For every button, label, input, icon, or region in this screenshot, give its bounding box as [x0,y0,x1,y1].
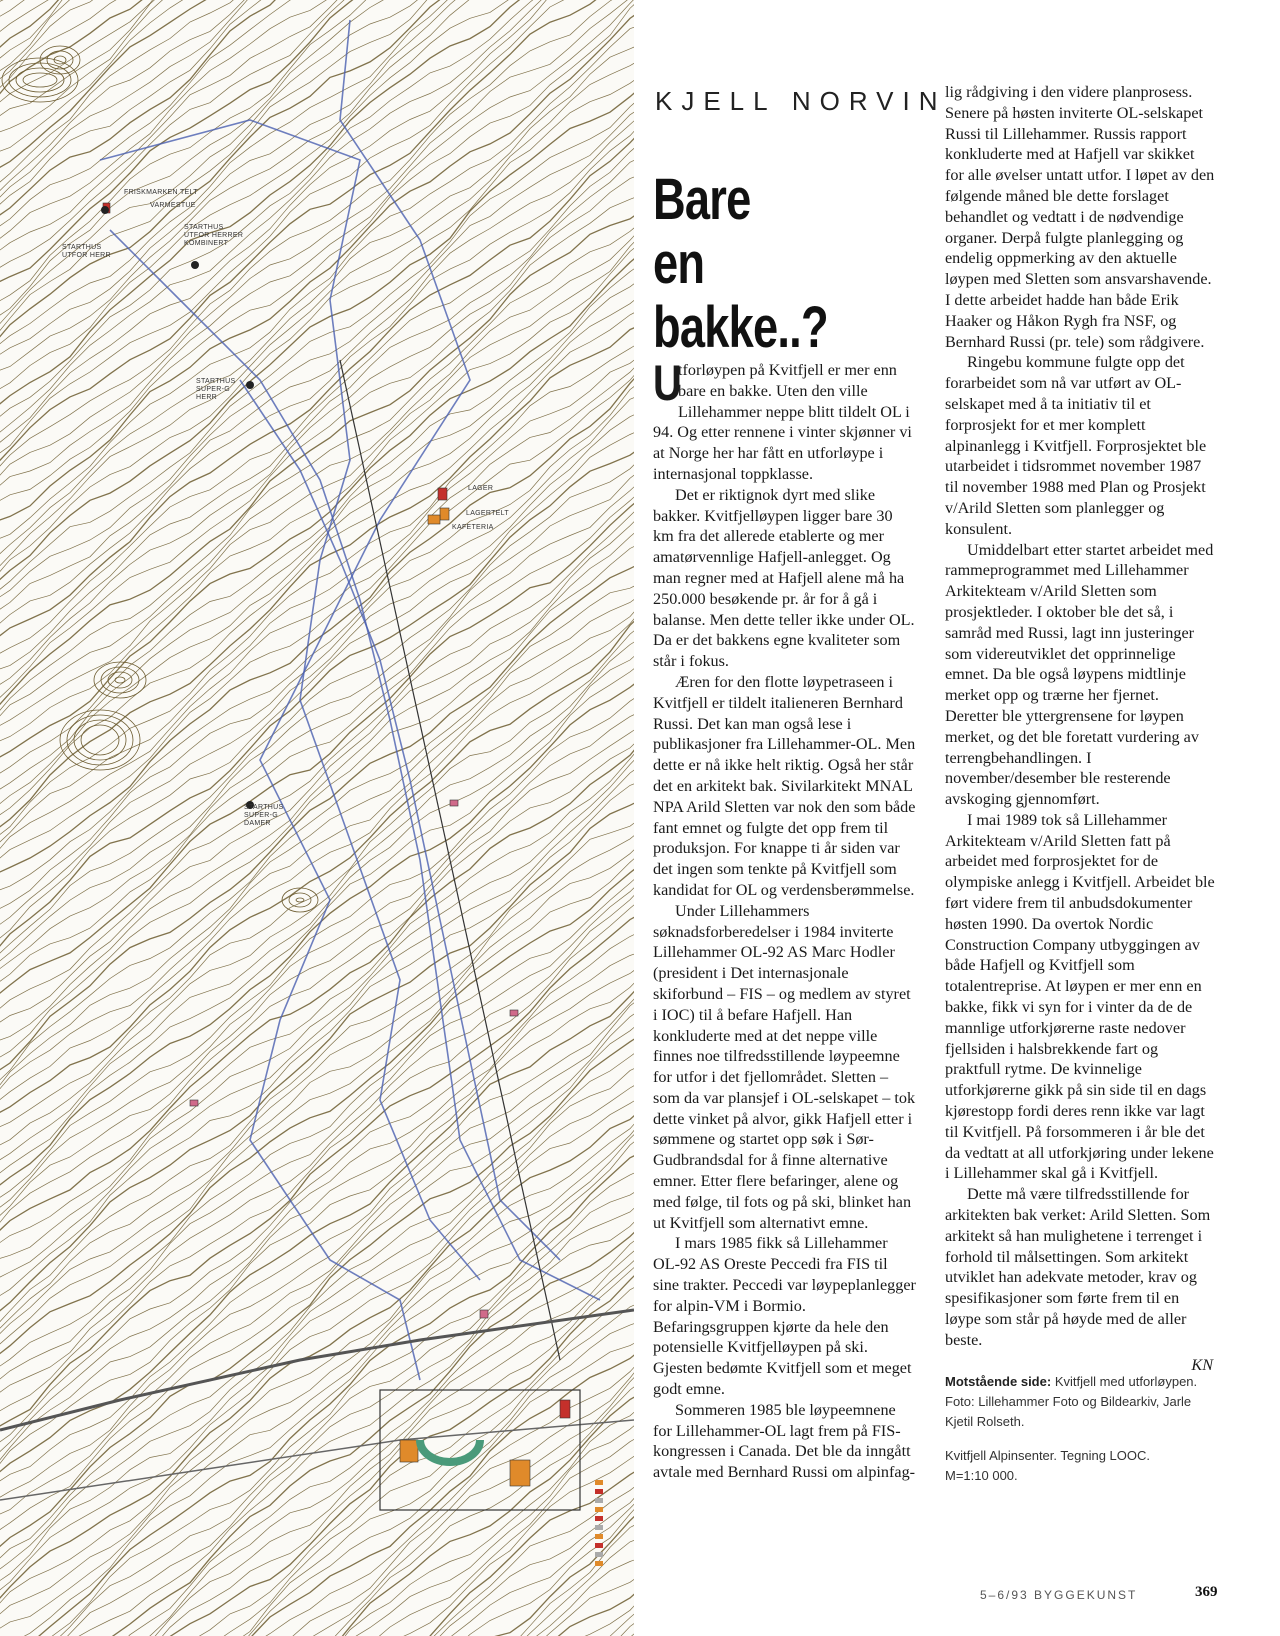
contour-knob [108,672,132,688]
contour-line [0,1014,634,1536]
contour-line [0,102,634,603]
paragraph: Æren for den flotte løypetraseen i Kvitfjell er tildelt italieneren Bernhard Russi. Det kan man også lese i publikasjoner fra Lillehammer-OL. Men dette er nå ikke helt riktig. Også her står det en arkitekt bak. Sivilarkitekt MNAL NPA Arild Sletten var nok den som både fant emnet og fulgte det opp frem til produksjon. For knappe ti år siden var det ingen som tenkte på Kvitfjell som kandidat for OL og verdensberømmelse. [653,672,916,899]
paragraph: I mai 1989 tok så Lillehammer Arkitekteam v/Arild Sletten fatt på arbeidet med forprosjektet for de olympiske anlegg i Kvitfjell. Arbeidet ble ført videre frem til anbudsdokumenter høsten 1990. Da overtok Nordic Construction Company utbyggingen av både Hafjell og Kvitfjell som totalentreprise. At løypen er mer enn en bakke, fikk vi syn for i vinter da de de mannlige utforkjørerne raste nedover fjellsiden i halsbrekkende fart og praktfull rytme. De kvinnelige utforkjørerne gikk på sin side til en dags kjørestopp fordi deres renn ikke var lagt til Kvitfjell. På forsommeren i år ble det da vedtatt at all utforkjøring under lekene i Lillehammer skal gå i Kvitfjell. [945,810,1215,1183]
contour-line [0,0,634,97]
contour-line [0,720,634,1225]
contour-line [0,845,634,1353]
start-marker [101,206,109,214]
contour-line [0,449,634,962]
map-label-varmestue: VARMESTUE [150,202,196,209]
map-label-kafeteria: KAFETERIA [452,524,494,531]
contour-knob [282,888,318,912]
contour-line [0,1061,634,1577]
contour-line [0,40,634,563]
contour-line [0,707,634,1215]
building [450,800,458,806]
contour-knob [101,667,139,693]
legend-swatch [595,1543,603,1548]
contour-line [0,1475,634,1636]
contour-line [0,729,634,1235]
contour-line [0,1492,634,1636]
contour-line [0,496,634,1016]
legend-swatch [595,1516,603,1521]
building [510,1460,530,1486]
contour-knob [2,58,78,102]
map-label-starthus-utfor-herr: STARTHUS UTFOR HERR [62,244,111,259]
article-headline [653,168,864,360]
contour-line [0,975,634,1480]
caption-label: Motstående side: [945,1374,1052,1389]
contour-line [0,218,634,726]
paragraph: Sommeren 1985 ble løypeemnene for Lillehammer-OL lagt frem på FIS-kongressen i Canada. Det ble da inngått avtale med Bernhard Russi om alpinfag- [653,1400,916,1482]
contour-knob [23,73,57,87]
building [560,1400,570,1418]
ski-route-line [110,230,600,1300]
paragraph: Umiddelbart etter startet arbeidet med rammeprogrammet med Lillehammer Arkitekteam v/Arild Sletten som prosjektleder. I oktober ble det så, i samråd med Russi, lagt inn justeringer som videreutviklet det opprinnelige emnet. Da ble også løypens midtlinje merket opp og trærne her fjernet. Deretter ble yttergrensene for løypen merket, og det ble foretatt vurdering av terrengbehandlingen. I november/desember ble resterende avskoging gjennomført. [945,540,1214,809]
drop-cap: U [653,355,682,411]
building [440,508,449,520]
contour-knob [60,710,140,770]
paragraph-text: tforløypen på Kvitfjell er mer enn bare en bakke. Uten den ville Lillehammer neppe blitt tildelt OL i 94. Og etter rennene i vinter skjønner vi at Norge her har fått en utforløype i internasjonal toppklasse. [653,361,912,483]
headline-line-2: en bakke..? [653,231,828,360]
footer-issue: 5–6/93 BYGGEKUNST [980,1588,1138,1602]
legend-swatch [595,1489,603,1494]
contour-line [0,1534,634,1636]
author-signature: KN [1191,1355,1213,1374]
contour-line [0,1119,634,1634]
contour-line [0,834,634,1343]
contour-line [0,1260,634,1636]
contour-line [0,0,634,273]
contour-line [0,391,634,913]
contour-knob [296,898,304,902]
building [510,1010,518,1016]
contour-line [0,873,634,1387]
contour-line [0,336,634,842]
contour-line [0,588,634,1098]
contour-line [0,0,634,207]
map-label-starthus-super-g-damer: STARTHUS SUPER-G DAMER [244,804,284,827]
contour-line [0,1237,634,1636]
legend-swatch [595,1552,603,1557]
legend-swatch [595,1480,603,1485]
contour-line [0,0,634,257]
contour-line [0,778,634,1302]
contour-line [0,1568,634,1636]
map-label-lager: LAGER [468,485,494,492]
start-marker [246,381,254,389]
contour-line [0,0,634,213]
contour-line [0,287,634,811]
contour-line [0,483,634,989]
caption-map: Kvitfjell Alpinsenter. Tegning LOOC. M=1:10 000. [945,1448,1150,1483]
contour-line [0,441,634,958]
contour-line [0,191,634,707]
contour-knob [81,725,119,755]
contour-line [0,272,634,795]
contour-line [0,1253,634,1636]
contour-line [0,1361,634,1636]
contour-knob [74,720,126,760]
legend-swatch [595,1507,603,1512]
contour-line [0,0,634,110]
contour-line [0,1166,634,1636]
contour-line [0,348,634,852]
contour-line [0,0,634,477]
kvitfjell-site-map [0,0,634,1636]
contour-line [0,472,634,976]
contour-line [0,1279,634,1636]
finish-stand [420,1440,480,1462]
contour-line [0,1130,634,1636]
contour-line [0,1350,634,1636]
contour-line [0,0,634,440]
contour-line [0,1517,634,1636]
map-label-starthus-utfor-herrer: STARTHUS UTFOR HERRER KOMBINERT [184,224,244,247]
contour-line [0,0,634,424]
contour-line [0,0,634,22]
contour-line [0,0,634,322]
article-column-2 [945,82,1215,1375]
legend-swatch [595,1561,603,1566]
caption-text: Kvitfjell med utforløypen. Foto: Lillehammer Foto og Bildearkiv, Jarle Kjetil Rolseth. [945,1374,1198,1429]
contour-line [0,1342,634,1636]
paragraph [653,355,917,485]
caption-opposite-page [945,1372,1215,1432]
legend-swatch [595,1534,603,1539]
paragraph: Dette må være tilfredsstillende for arkitekten bak verket: Arild Sletten. Som arkitekt så han mulighetene i terrenget i forhold til målsettingen. Som arkitekt utviklet han adekvate metoder, krav og spesifikasjoner som førte frem til en løype som står på høyde med de aller beste. [945,1185,1211,1349]
contour-line [0,0,634,374]
legend-swatch [595,1498,603,1503]
building [438,488,447,500]
contour-line [0,114,634,632]
map-label-friskmarken-telt: FRISKMARKEN TELT [124,189,198,196]
contour-line [0,811,634,1332]
paragraph: lig rådgiving i den videre planprosess. Senere på høsten inviterte OL-selskapet Russi til Lillehammer. Russis rapport konkluderte med at Hafjell var skikket for alle øvelser untatt utfor. I løpet av den følgende måned ble dette forslaget behandlet og vedtatt i de nødvendige organer. Derpå fulgte planlegging og endelig oppmerking av den aktuelle løypen med Sletten som ansvarshavende. I dette arbeidet hadde han både Erik Haaker og Håkon Rygh fra NSF, og Bernhard Russi (pr. tele) som rådgivere. [945,83,1215,351]
contour-line [0,866,634,1373]
contour-line [0,1612,634,1636]
building [480,1310,488,1318]
contour-line [0,1111,634,1622]
contour-line [0,0,634,77]
legend-swatch [595,1525,603,1530]
contour-line [0,0,634,471]
map-label-lagertelt: LAGERTELT [466,510,509,517]
contour-line [0,927,634,1449]
contour-line [0,1102,634,1609]
contour-line [0,1246,634,1636]
paragraph: I mars 1985 fikk så Lillehammer OL-92 AS Oreste Peccedi fra FIS til sine trakter. Peccedi var løypeplanlegger for alpin-VM i Bormio. Befaringsgruppen kjørte da hele den potensielle Kvitfjelløypen på ski. Gjesten bedømte Kvitfjell som et meget godt emne. [653,1234,916,1399]
contour-line [0,879,634,1400]
contour-line [0,656,634,1180]
map-label-starthus-super-g-herr: STARTHUS SUPER-G HERR [196,378,236,401]
contour-line [0,0,634,246]
contour-line [0,351,634,860]
building [400,1440,418,1462]
paragraph: Ringebu kommune fulgte opp det forarbeidet som nå var utført av OL-selskapet med å ta initiativ til et forprosjekt for et mer komplett alpinanlegg i Kvitfjell. Forprosjektet ble utarbeidet i tidsrommet november 1987 til november 1988 med Plan og Prosjekt v/Arild Sletten som planlegger og konsulent. [945,353,1207,538]
author-name: KJELL NORVIN [655,86,947,116]
start-marker [191,261,199,269]
article-column-1 [653,355,917,1483]
contour-line [0,0,634,361]
contour-line [0,1398,634,1636]
contour-line [0,1446,634,1636]
headline-line-1: Bare [653,167,751,232]
contour-line [0,54,634,576]
contour-line [0,0,634,233]
contour-knob [115,677,125,683]
paragraph: Det er riktignok dyrt med slike bakker. Kvitfjelløypen ligger bare 30 km fra det allerede etablerte og mer amatørvennlige Hafjell-anlegget. Og man regner med at Hafjell alene må ha 250.000 besøkende pr. år for å gå i balanse. Men dette teller ikke under OL. Da er det bakkens egne kvaliteter som står i fokus. [653,485,915,671]
contour-line [0,688,634,1204]
contour-line [0,594,634,1101]
contour-line [0,967,634,1477]
contour-line [0,463,634,969]
contour-line [0,80,634,589]
contour-line [0,362,634,877]
building [190,1100,198,1106]
contour-line [0,258,634,780]
building [428,515,440,524]
page-number: 369 [1195,1584,1218,1600]
contour-line [0,0,634,6]
paragraph: Under Lillehammers søknadsforberedelser i 1984 inviterte Lillehammer OL-92 AS Marc Hodler (president i Det internasjonale skiforbund – FIS – og medlem av styret i IOC) til å befare Hafjell. Han konkluderte med at det neppe ville finnes noe tilfredsstillende løypeemne for utfor i det fjellområdet. Sletten – som da var plansjef i OL-selskapet – tok dette vinket på alvor, gikk Hafjell etter i sømmene og startet opp søk i Sør-Gudbrandsdal for å finne alternative emner. Etter flere befaringer, alene og med følge, til fots og på ski, blinket han ut Kvitfjell som alternativt emne. [653,901,916,1232]
contour-line [0,1601,634,1636]
contour-line [0,1042,634,1567]
contour-line [0,305,634,822]
